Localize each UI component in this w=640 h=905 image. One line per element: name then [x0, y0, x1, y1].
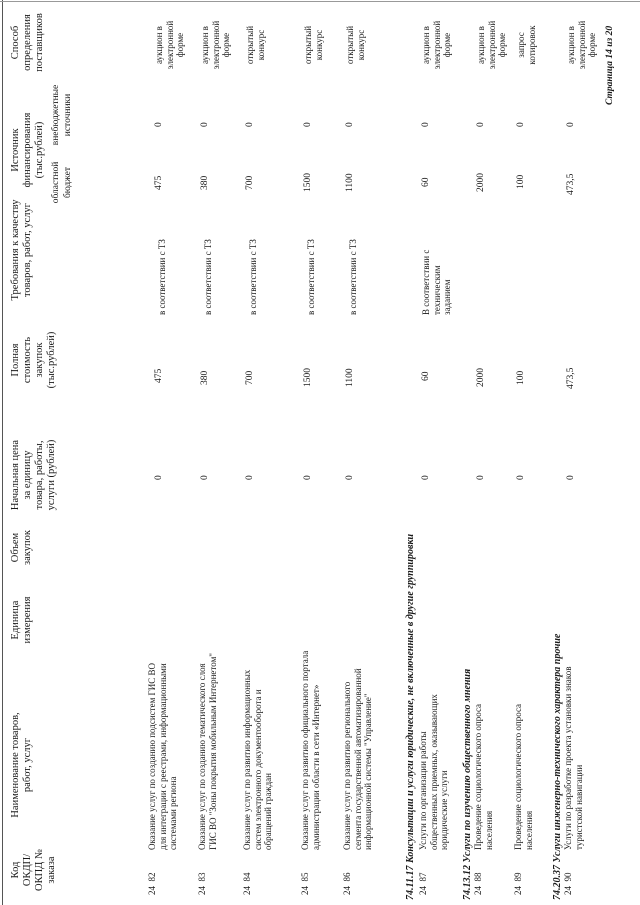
row-name: Услуги по разработке проекта установки знаков туристской навигации: [563, 666, 584, 850]
row-price: 0: [245, 475, 255, 480]
row-regional: 475: [154, 175, 164, 190]
row-method: аукцион в электронной форме: [154, 20, 185, 70]
row-name: Проведение социологического опроса населения: [513, 703, 534, 850]
header-method: Способ определения поставщиков: [10, 13, 45, 72]
header-total: Полная стоимость закупок (тыс.рублей): [10, 331, 57, 389]
group-heading: 74.11.17 Консультации и услуги юридические, не включенные в другие группировки: [405, 533, 416, 900]
row-regional: 473,5: [566, 173, 576, 195]
row-regional: 700: [245, 175, 255, 190]
header-unit: Единица измерения: [10, 596, 33, 644]
row-code: 24 83: [197, 872, 207, 895]
header-finance: Источник финансирования (тыс.рублей): [10, 112, 45, 188]
row-method: открытый конкурс: [303, 25, 324, 65]
row-offbudget: 0: [421, 122, 431, 127]
row-offbudget: 0: [303, 122, 313, 127]
header-code: Код ОКДП/ ОКПД № заказа: [10, 849, 57, 891]
row-req: в соответствии с ТЗ: [306, 239, 316, 315]
row-total: 1100: [345, 368, 355, 387]
row-name: Оказание услуг по развитию регионального сегмента государственной автоматизированной информационной системы "Управление": [342, 668, 373, 850]
row-req: в соответствии с ТЗ: [248, 239, 258, 315]
row-method: открытый конкурс: [345, 25, 366, 65]
row-regional: 100: [516, 174, 526, 189]
row-offbudget: 0: [476, 122, 486, 127]
row-req: В соответствии с техническим заданием: [421, 249, 452, 315]
row-offbudget: 0: [345, 122, 355, 127]
row-total: 2000: [476, 368, 486, 387]
row-total: 380: [200, 370, 210, 385]
row-code: 24 85: [300, 872, 310, 895]
header-price: Начальная цена за единицу товара, работы, услуги (рублей): [10, 439, 57, 511]
row-req: в соответствии с ТЗ: [157, 239, 167, 315]
row-offbudget: 0: [154, 122, 164, 127]
header-name: Наименование товаров, работ, услуг: [10, 712, 33, 818]
row-regional: 60: [421, 177, 431, 187]
row-total: 60: [421, 371, 431, 381]
row-regional: 380: [200, 175, 210, 190]
row-method: аукцион в электронной форме: [566, 20, 597, 70]
row-req: в соответствии с ТЗ: [203, 239, 213, 315]
row-price: 0: [345, 475, 355, 480]
row-offbudget: 0: [516, 122, 526, 127]
row-price: 0: [476, 475, 486, 480]
row-code: 24 89: [513, 872, 523, 895]
row-code: 24 90: [563, 872, 573, 895]
page-number: Страница 14 из 20: [605, 25, 615, 105]
row-name: Оказание услуг по развитию информационных систем электронного документооборота и обращений граждан: [242, 669, 273, 850]
row-price: 0: [421, 475, 431, 480]
row-code: 24 86: [342, 872, 352, 895]
row-name: Проведение социологического опроса населения: [473, 703, 494, 850]
row-code: 24 82: [147, 872, 157, 895]
row-price: 0: [303, 475, 313, 480]
group-heading: 74.20.37 Услуги инженерно-технического характера прочие: [552, 633, 563, 900]
row-total: 475: [154, 368, 164, 383]
row-regional: 2000: [476, 173, 486, 192]
row-method: аукцион в электронной форме: [476, 20, 507, 70]
row-method: аукцион в электронной форме: [200, 20, 231, 70]
row-total: 100: [516, 370, 526, 385]
row-name: Услуги по организации работы общественных приемных, оказывающих юридические услуги: [418, 694, 449, 850]
header-finance-regional: областной бюджет: [51, 161, 73, 204]
row-method: открытый конкурс: [245, 25, 266, 65]
row-price: 0: [566, 475, 576, 480]
header-volume: Объем закупок: [10, 530, 33, 565]
row-name: Оказание услуг по созданию подсистем ГИС ВО для интеграции с реестрами, информационными системами региона: [147, 663, 178, 850]
row-price: 0: [154, 475, 164, 480]
row-name: Оказание услуг по развитию официального портала администрации области в сети «Интернет»: [300, 650, 321, 850]
row-offbudget: 0: [566, 122, 576, 127]
row-req: в соответствии с ТЗ: [348, 239, 358, 315]
row-code: 24 84: [242, 872, 252, 895]
row-price: 0: [200, 475, 210, 480]
row-offbudget: 0: [245, 122, 255, 127]
row-total: 1500: [303, 368, 313, 387]
group-heading: 74.13.12 Услуги по изучению общественного мнения: [462, 668, 473, 900]
header-requirements: Требования к качеству товаров, работ, услуг: [10, 199, 33, 301]
row-code: 24 88: [473, 872, 483, 895]
row-total: 700: [245, 370, 255, 385]
row-name: Оказание услуг по созданию тематического слоя ГИС ВО "Зоны покрытия мобильным Интернетом": [197, 653, 218, 850]
row-code: 24 87: [418, 872, 428, 895]
row-total: 473,5: [566, 367, 576, 389]
row-price: 0: [516, 475, 526, 480]
header-finance-offbudget: внебюджетные источники: [51, 84, 73, 146]
row-offbudget: 0: [200, 122, 210, 127]
row-regional: 1500: [303, 173, 313, 192]
row-method: запрос котировок: [516, 25, 537, 65]
row-method: аукцион в электронной форме: [421, 20, 452, 70]
row-regional: 1100: [345, 173, 355, 192]
